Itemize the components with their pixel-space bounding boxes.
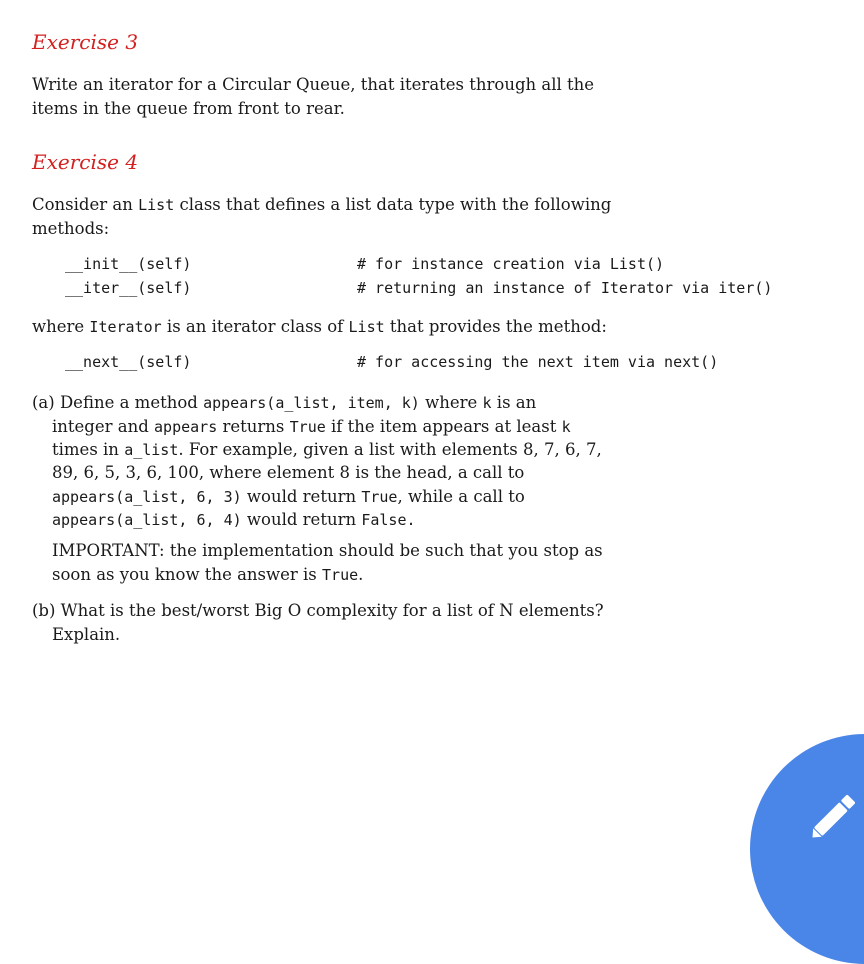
code-next-comment: # for accessing the next item via next() [357, 353, 719, 371]
code-next-method: __next__(self) [65, 353, 192, 371]
exercise-4-intro-line-2: methods: [32, 219, 110, 238]
part-a-text: would return [241, 510, 362, 529]
intro-text: Consider an [32, 195, 139, 214]
part-a-code: k [482, 394, 492, 412]
part-a-code: appears [154, 418, 218, 436]
part-a-line-2 [52, 415, 571, 439]
where-line [32, 315, 607, 339]
intro-text: class that defines a list data type with the following [174, 195, 612, 214]
pencil-icon [802, 786, 864, 848]
part-a-text: integer and [52, 417, 155, 436]
part-a-text: times in [52, 440, 125, 459]
part-a-text: . For example, given a list with elements 8, 7, 6, 7, [178, 440, 602, 459]
exercise-3-text-line-2: items in the queue from front to rear. [32, 99, 345, 118]
where-text: that provides the method: [384, 317, 607, 336]
part-a-line-6 [52, 508, 416, 532]
part-a-text: would return [241, 487, 362, 506]
part-a-code: k [561, 418, 571, 436]
part-a-text: (a) Define a method [32, 393, 204, 412]
important-code: True [322, 566, 359, 584]
code-init-comment: # for instance creation via List() [357, 255, 665, 273]
code-init-method: __init__(self) [65, 255, 192, 273]
where-code-list: List [348, 318, 385, 336]
part-a-code: True [361, 488, 398, 506]
part-a-text: is an [491, 393, 537, 412]
where-code-iterator: Iterator [89, 318, 162, 336]
code-iter-comment: # returning an instance of Iterator via iter() [357, 279, 773, 297]
where-text: where [32, 317, 90, 336]
part-a-line-1 [32, 391, 536, 415]
where-text: is an iterator class of [161, 317, 349, 336]
part-a-line-5 [52, 485, 525, 509]
part-a-text: , while a call to [397, 487, 525, 506]
part-a-code: appears(a_list, 6, 3) [52, 488, 242, 506]
part-a-code: appears(a_list, item, k) [203, 394, 420, 412]
part-a-code: a_list [124, 441, 179, 459]
part-a-code: appears(a_list, 6, 4) [52, 511, 242, 529]
code-iter-method: __iter__(self) [65, 279, 192, 297]
important-line-2 [52, 563, 363, 587]
exercise-4-intro-line-1 [32, 193, 611, 217]
part-a-text: if the item appears at least [325, 417, 562, 436]
part-a-line-3 [52, 438, 602, 462]
part-a-code: True [289, 418, 326, 436]
important-text: soon as you know the answer is [52, 565, 323, 584]
part-a-text: returns [217, 417, 290, 436]
part-b-line-1: (b) What is the best/worst Big O complexity for a list of N elements? [32, 601, 604, 620]
part-a-line-4: 89, 6, 5, 3, 6, 100, where element 8 is the head, a call to [52, 463, 525, 482]
exercise-4-title: Exercise 4 [32, 150, 139, 174]
important-line-1: IMPORTANT: the implementation should be such that you stop as [52, 541, 603, 560]
exercise-3-title: Exercise 3 [32, 30, 139, 54]
intro-code-list: List [138, 196, 175, 214]
part-a-code: False. [361, 511, 416, 529]
part-b-line-2: Explain. [52, 625, 121, 644]
important-text: . [358, 565, 364, 584]
part-a-text: where [419, 393, 483, 412]
exercise-3-text-line-1: Write an iterator for a Circular Queue, that iterates through all the [32, 75, 595, 94]
